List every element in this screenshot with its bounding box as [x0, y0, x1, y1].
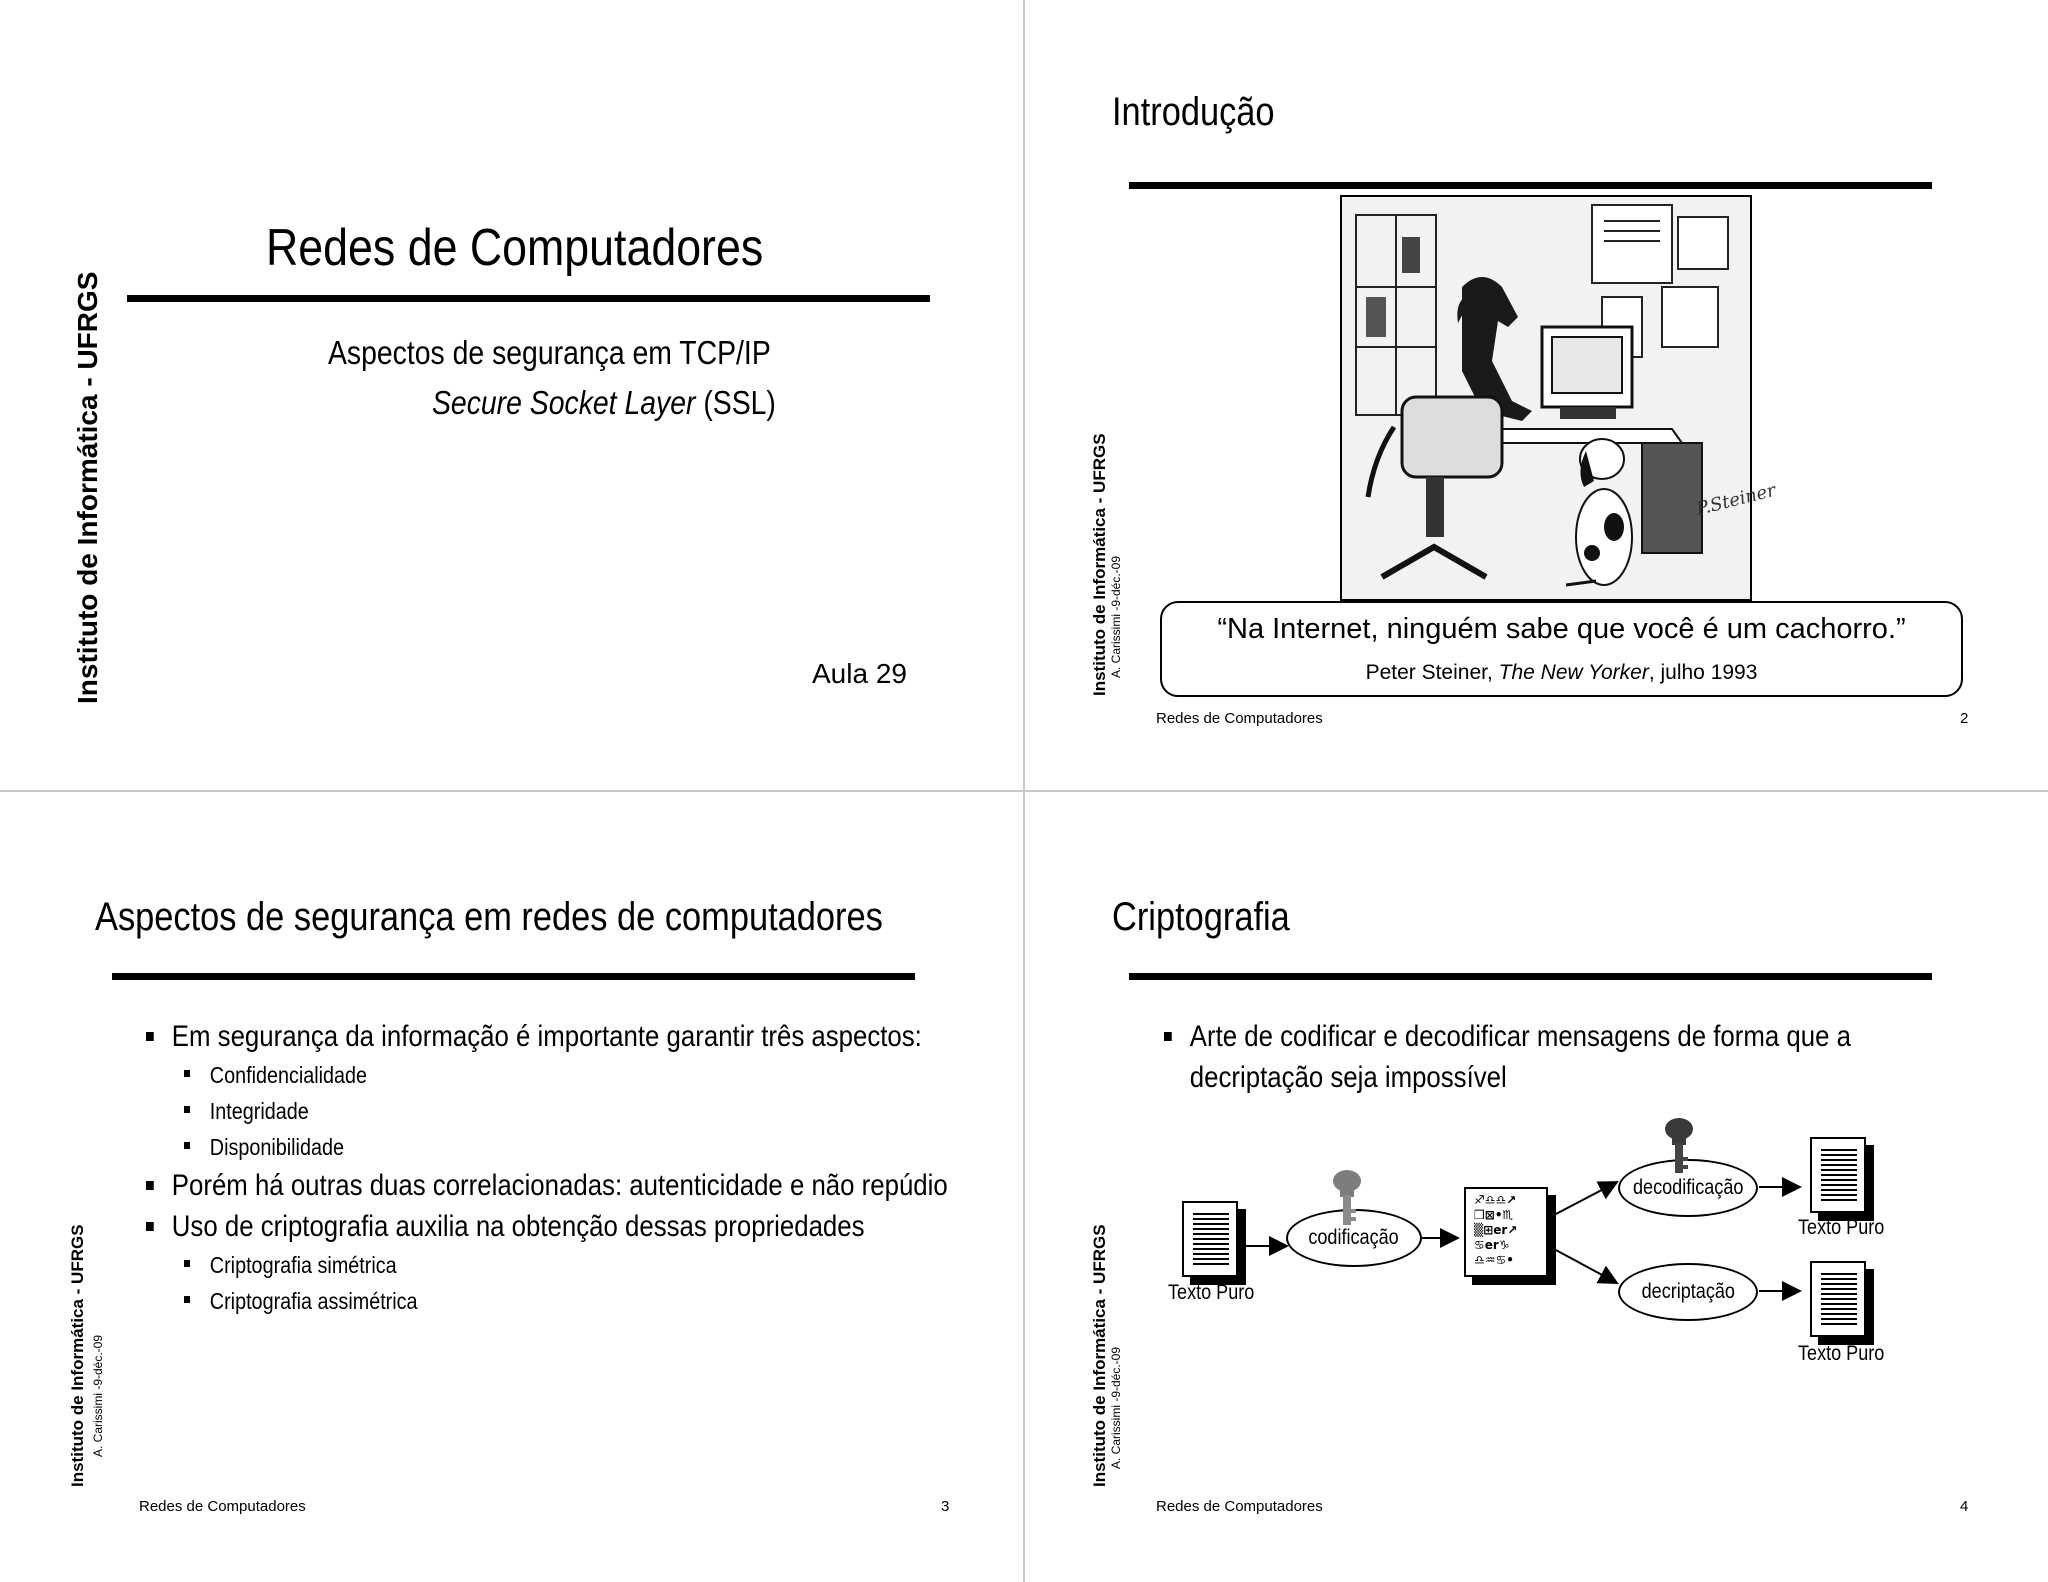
credit-publication: The New Yorker: [1498, 661, 1649, 684]
title-rule: [127, 295, 930, 302]
slide-2: [1024, 0, 2048, 791]
cartoon-credit: [1162, 661, 1961, 685]
decode-label: decodificação: [1632, 1176, 1744, 1199]
dog-cartoon-illustration: [1342, 197, 1778, 599]
bullet-line-1: Arte de codificar e decodificar mensagens de forma que a: [1189, 1020, 1851, 1053]
title-rule: [112, 973, 915, 980]
institute-vertical-label: Instituto de Informática - UFRGS: [1090, 1224, 1109, 1487]
cipher-glyph-line: ♋er♑: [1474, 1238, 1510, 1252]
cartoon-image: [1340, 195, 1778, 601]
list-item: Criptografia assimétrica: [184, 1283, 953, 1319]
credit-author: Peter Steiner,: [1365, 661, 1499, 684]
lecture-number: Aula 29: [812, 658, 907, 689]
cartoon-signature: P.Steiner: [1694, 479, 1778, 520]
presentation-subtitle-ssl: [432, 384, 776, 422]
key-icon: [1662, 1117, 1696, 1175]
input-label: Texto Puro: [1168, 1281, 1255, 1304]
slide-title: Aspectos de segurança em redes de computadores: [95, 895, 883, 939]
cipher-glyph-line: ♐♎♎↗: [1474, 1193, 1517, 1207]
institute-vertical-label: Instituto de Informática - UFRGS: [72, 271, 103, 704]
list-item: Em segurança da informação é importante garantir três aspectos:: [146, 1016, 948, 1057]
list-item: Criptografia simétrica: [184, 1247, 953, 1283]
author-date-label: A. Carissimi -9-déc.-09: [1109, 555, 1123, 678]
list-item: Disponibilidade: [184, 1129, 953, 1165]
slide-3: [0, 791, 1024, 1582]
quote-box: [1160, 601, 1963, 697]
institute-vertical-label: Instituto de Informática - UFRGS: [68, 1224, 87, 1487]
slide-footer: Redes de Computadores: [1156, 1498, 1323, 1515]
output-label-1: Texto Puro: [1798, 1216, 1885, 1239]
key-icon: [1330, 1169, 1364, 1227]
page-number: 4: [1960, 1498, 1969, 1515]
cipher-glyph-line: ❒⊠•♏: [1474, 1208, 1514, 1222]
presentation-title: Redes de Computadores: [266, 219, 764, 277]
list-item: Integridade: [184, 1093, 953, 1129]
slide-1: [0, 0, 1024, 791]
list-item: Uso de criptografia auxilia na obtenção dessas propriedades: [146, 1206, 948, 1247]
page-number: 2: [1960, 710, 1969, 727]
encode-label: codificação: [1308, 1226, 1400, 1249]
bullet-list: [146, 1016, 1078, 1319]
slide-title: Introdução: [1112, 90, 1275, 134]
page-number: 3: [941, 1498, 950, 1515]
decrypt-label: decriptação: [1641, 1280, 1735, 1303]
slide-footer: Redes de Computadores: [1156, 710, 1323, 727]
ssl-abbrev-text: (SSL): [695, 384, 776, 421]
decrypt-step: [1618, 1263, 1758, 1321]
slide-title: Criptografia: [1112, 895, 1290, 939]
presentation-subtitle: Aspectos de segurança em TCP/IP: [328, 334, 771, 371]
ssl-italic-text: Secure Socket Layer: [432, 384, 696, 421]
credit-date: , julho 1993: [1648, 661, 1758, 684]
slide-4: [1024, 791, 2048, 1582]
diagram-arrows: [1024, 791, 2048, 1582]
output-label-2: Texto Puro: [1798, 1342, 1885, 1365]
institute-vertical-label: Instituto de Informática - UFRGS: [1090, 433, 1109, 696]
cartoon-quote: “Na Internet, ninguém sabe que você é um cachorro.”: [1217, 613, 1906, 645]
cipher-glyph-line: ♎♒♋•: [1474, 1253, 1514, 1267]
cipher-glyph-line: ▒⊞er↗: [1474, 1223, 1518, 1237]
list-item: Confidencialidade: [184, 1057, 953, 1093]
author-date-label: A. Carissimi -9-déc.-09: [1109, 1346, 1123, 1469]
author-date-label: A. Carissimi -9-déc.-09: [91, 1334, 105, 1457]
list-item: Porém há outras duas correlacionadas: autenticidade e não repúdio: [146, 1165, 948, 1206]
bullet-line-2: decriptação seja impossível: [1189, 1061, 1507, 1094]
title-rule: [1129, 182, 1932, 189]
slide-footer: Redes de Computadores: [139, 1498, 306, 1515]
